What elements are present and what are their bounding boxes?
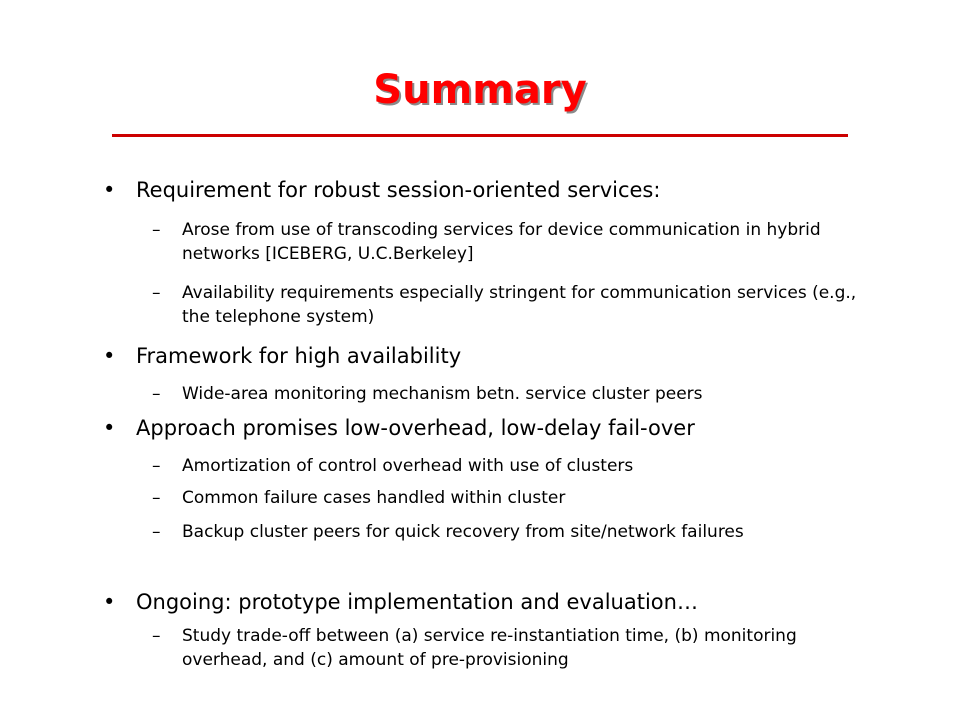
sub-bullet-marker: – bbox=[152, 384, 161, 404]
sub-bullet-marker: – bbox=[152, 283, 161, 303]
bullet-marker: • bbox=[103, 344, 116, 368]
sub-bullet-item bbox=[152, 281, 872, 329]
sub-bullet-item bbox=[152, 520, 872, 544]
sub-bullet-marker: – bbox=[152, 488, 161, 508]
bullet-item bbox=[103, 589, 876, 615]
sub-bullet-text: Backup cluster peers for quick recovery from site/network failures bbox=[182, 522, 744, 542]
bullet-item bbox=[103, 177, 876, 203]
sub-bullet-item bbox=[152, 454, 872, 478]
sub-bullet-text: Wide-area monitoring mechanism betn. service cluster peers bbox=[182, 384, 703, 404]
sub-bullet-text: Amortization of control overhead with use of clusters bbox=[182, 456, 634, 476]
sub-bullet-item bbox=[152, 624, 872, 672]
bullet-text: Ongoing: prototype implementation and evaluation… bbox=[136, 590, 698, 614]
sub-bullet-marker: – bbox=[152, 626, 161, 646]
sub-bullet-marker: – bbox=[152, 522, 161, 542]
sub-bullet-marker: – bbox=[152, 456, 161, 476]
bullet-text: Requirement for robust session-oriented services: bbox=[136, 178, 661, 202]
sub-bullet-marker: – bbox=[152, 220, 161, 240]
bullet-marker: • bbox=[103, 590, 116, 614]
bullet-text: Framework for high availability bbox=[136, 344, 462, 368]
sub-bullet-text: Study trade-off between (a) service re-instantiation time, (b) monitoring overhead, and (c) amount of pre-provisioning bbox=[182, 626, 797, 670]
sub-bullet-item bbox=[152, 486, 872, 510]
bullet-item bbox=[103, 343, 876, 369]
sub-bullet-item bbox=[152, 218, 872, 266]
sub-bullet-text: Availability requirements especially stringent for communication services (e.g., the telephone system) bbox=[182, 283, 857, 327]
sub-bullet-text: Arose from use of transcoding services for device communication in hybrid networks [ICEBERG, U.C.Berkeley] bbox=[182, 220, 821, 264]
slide-title: Summary bbox=[373, 67, 587, 113]
sub-bullet-text: Common failure cases handled within cluster bbox=[182, 488, 566, 508]
bullet-marker: • bbox=[103, 416, 116, 440]
sub-bullet-item bbox=[152, 382, 872, 406]
bullet-marker: • bbox=[103, 178, 116, 202]
bullet-item bbox=[103, 415, 876, 441]
bullet-text: Approach promises low-overhead, low-delay fail-over bbox=[136, 416, 695, 440]
